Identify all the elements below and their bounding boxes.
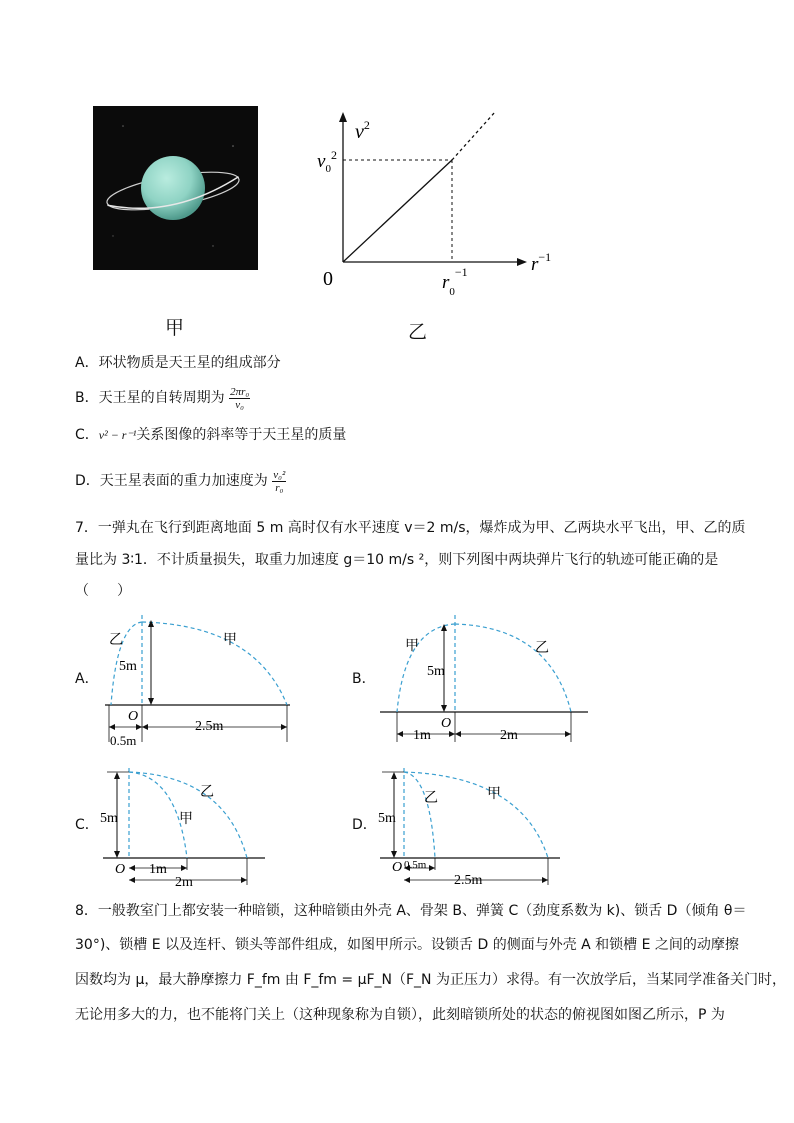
diagram-b bbox=[375, 610, 595, 750]
q7-line2: 量比为 3∶1．不计质量损失，取重力加速度 g＝10 m/s ²，则下列图中两块弹片飞行的轨迹可能正确的是 bbox=[75, 552, 719, 568]
x-axis-label: $r^{-1}$ bbox=[531, 250, 552, 275]
q8-line3: 因数均为 μ，最大静摩擦力 F_fm 由 F_fm = μF_N（F_N 为正压力）求得。有一次放学后，当某同学准备关门时， bbox=[75, 972, 786, 988]
svg-text:2m: 2m bbox=[175, 875, 193, 890]
svg-text:甲: 甲 bbox=[223, 633, 237, 648]
svg-text:5m: 5m bbox=[427, 664, 445, 679]
diagram-d bbox=[372, 760, 572, 890]
svg-text:甲: 甲 bbox=[179, 812, 193, 827]
svg-text:乙: 乙 bbox=[535, 641, 549, 656]
svg-text:乙: 乙 bbox=[200, 785, 214, 800]
diagram-c bbox=[95, 760, 275, 890]
figure-yi-caption: 乙 bbox=[408, 321, 428, 343]
planet-image bbox=[93, 106, 258, 270]
svg-text:1m: 1m bbox=[149, 862, 167, 877]
q8-line1: 8．一般教室门上都安装一种暗锁，这种暗锁由外壳 A、骨架 B、弹簧 C（劲度系数为 k)、锁舌 D（倾角 θ＝ bbox=[75, 903, 747, 919]
q8-line4: 无论用多大的力，也不能将门关上（这种现象称为自锁），此刻暗锁所处的状态的俯视图如图乙所示，P 为 bbox=[75, 1007, 725, 1023]
origin-label: 0 bbox=[323, 268, 333, 290]
svg-text:O: O bbox=[128, 709, 139, 724]
svg-text:2.5m: 2.5m bbox=[195, 719, 224, 734]
svg-text:5m: 5m bbox=[119, 659, 137, 674]
svg-text:O: O bbox=[115, 862, 126, 877]
option-c: C．v² − r⁻¹关系图像的斜率等于天王星的质量 bbox=[75, 427, 347, 443]
svg-text:甲: 甲 bbox=[405, 639, 419, 654]
svg-text:2.5m: 2.5m bbox=[454, 873, 483, 888]
v2-r-graph bbox=[305, 108, 565, 308]
diagram-a bbox=[95, 610, 305, 750]
svg-text:甲: 甲 bbox=[487, 787, 501, 802]
x-tick-label: $r_0^{-1}$ bbox=[442, 265, 468, 298]
svg-text:O: O bbox=[392, 860, 403, 875]
option-d: D．天王星表面的重力加速度为 $\frac{\text{v₀²}}{\text{r₀}}$ bbox=[75, 468, 286, 494]
svg-text:0.5m: 0.5m bbox=[110, 733, 137, 748]
svg-text:乙: 乙 bbox=[424, 791, 438, 806]
svg-text:乙: 乙 bbox=[109, 633, 123, 648]
svg-text:0.5m: 0.5m bbox=[404, 859, 427, 871]
figure-jia-caption: 甲 bbox=[165, 317, 185, 339]
svg-text:1m: 1m bbox=[413, 728, 431, 743]
option-a: A．环状物质是天王星的组成部分 bbox=[75, 355, 281, 371]
svg-text:O: O bbox=[441, 716, 452, 731]
q7-line3: （ ） bbox=[75, 583, 131, 599]
y-tick-label: $v_0^2$ bbox=[317, 148, 337, 175]
option-c-label: C． bbox=[75, 817, 99, 833]
period-fraction: $\frac{\text{2πr₀}}{\text{v₀}}$ bbox=[230, 385, 250, 411]
option-b: B．天王星的自转周期为 $\frac{\text{2πr₀}}{\text{v₀}}$ bbox=[75, 385, 250, 411]
q7-line1: 7．一弹丸在飞行到距离地面 5 m 高时仅有水平速度 v＝2 m/s，爆炸成为甲、乙两块水平飞出，甲、乙的质 bbox=[75, 520, 746, 536]
svg-text:2m: 2m bbox=[500, 728, 518, 743]
gravity-fraction: $\frac{\text{v₀²}}{\text{r₀}}$ bbox=[273, 468, 286, 494]
svg-text:5m: 5m bbox=[100, 811, 118, 826]
svg-text:5m: 5m bbox=[378, 811, 396, 826]
option-b-label: B． bbox=[352, 671, 376, 687]
option-d-label: D． bbox=[352, 817, 377, 833]
option-a-label: A． bbox=[75, 671, 99, 687]
y-axis-label: $v^2$ bbox=[355, 118, 370, 143]
q8-line2: 30°)、锁槽 E 以及连杆、锁头等部件组成，如图甲所示。设锁舌 D 的侧面与外壳 A 和锁槽 E 之间的动摩擦 bbox=[75, 937, 739, 953]
